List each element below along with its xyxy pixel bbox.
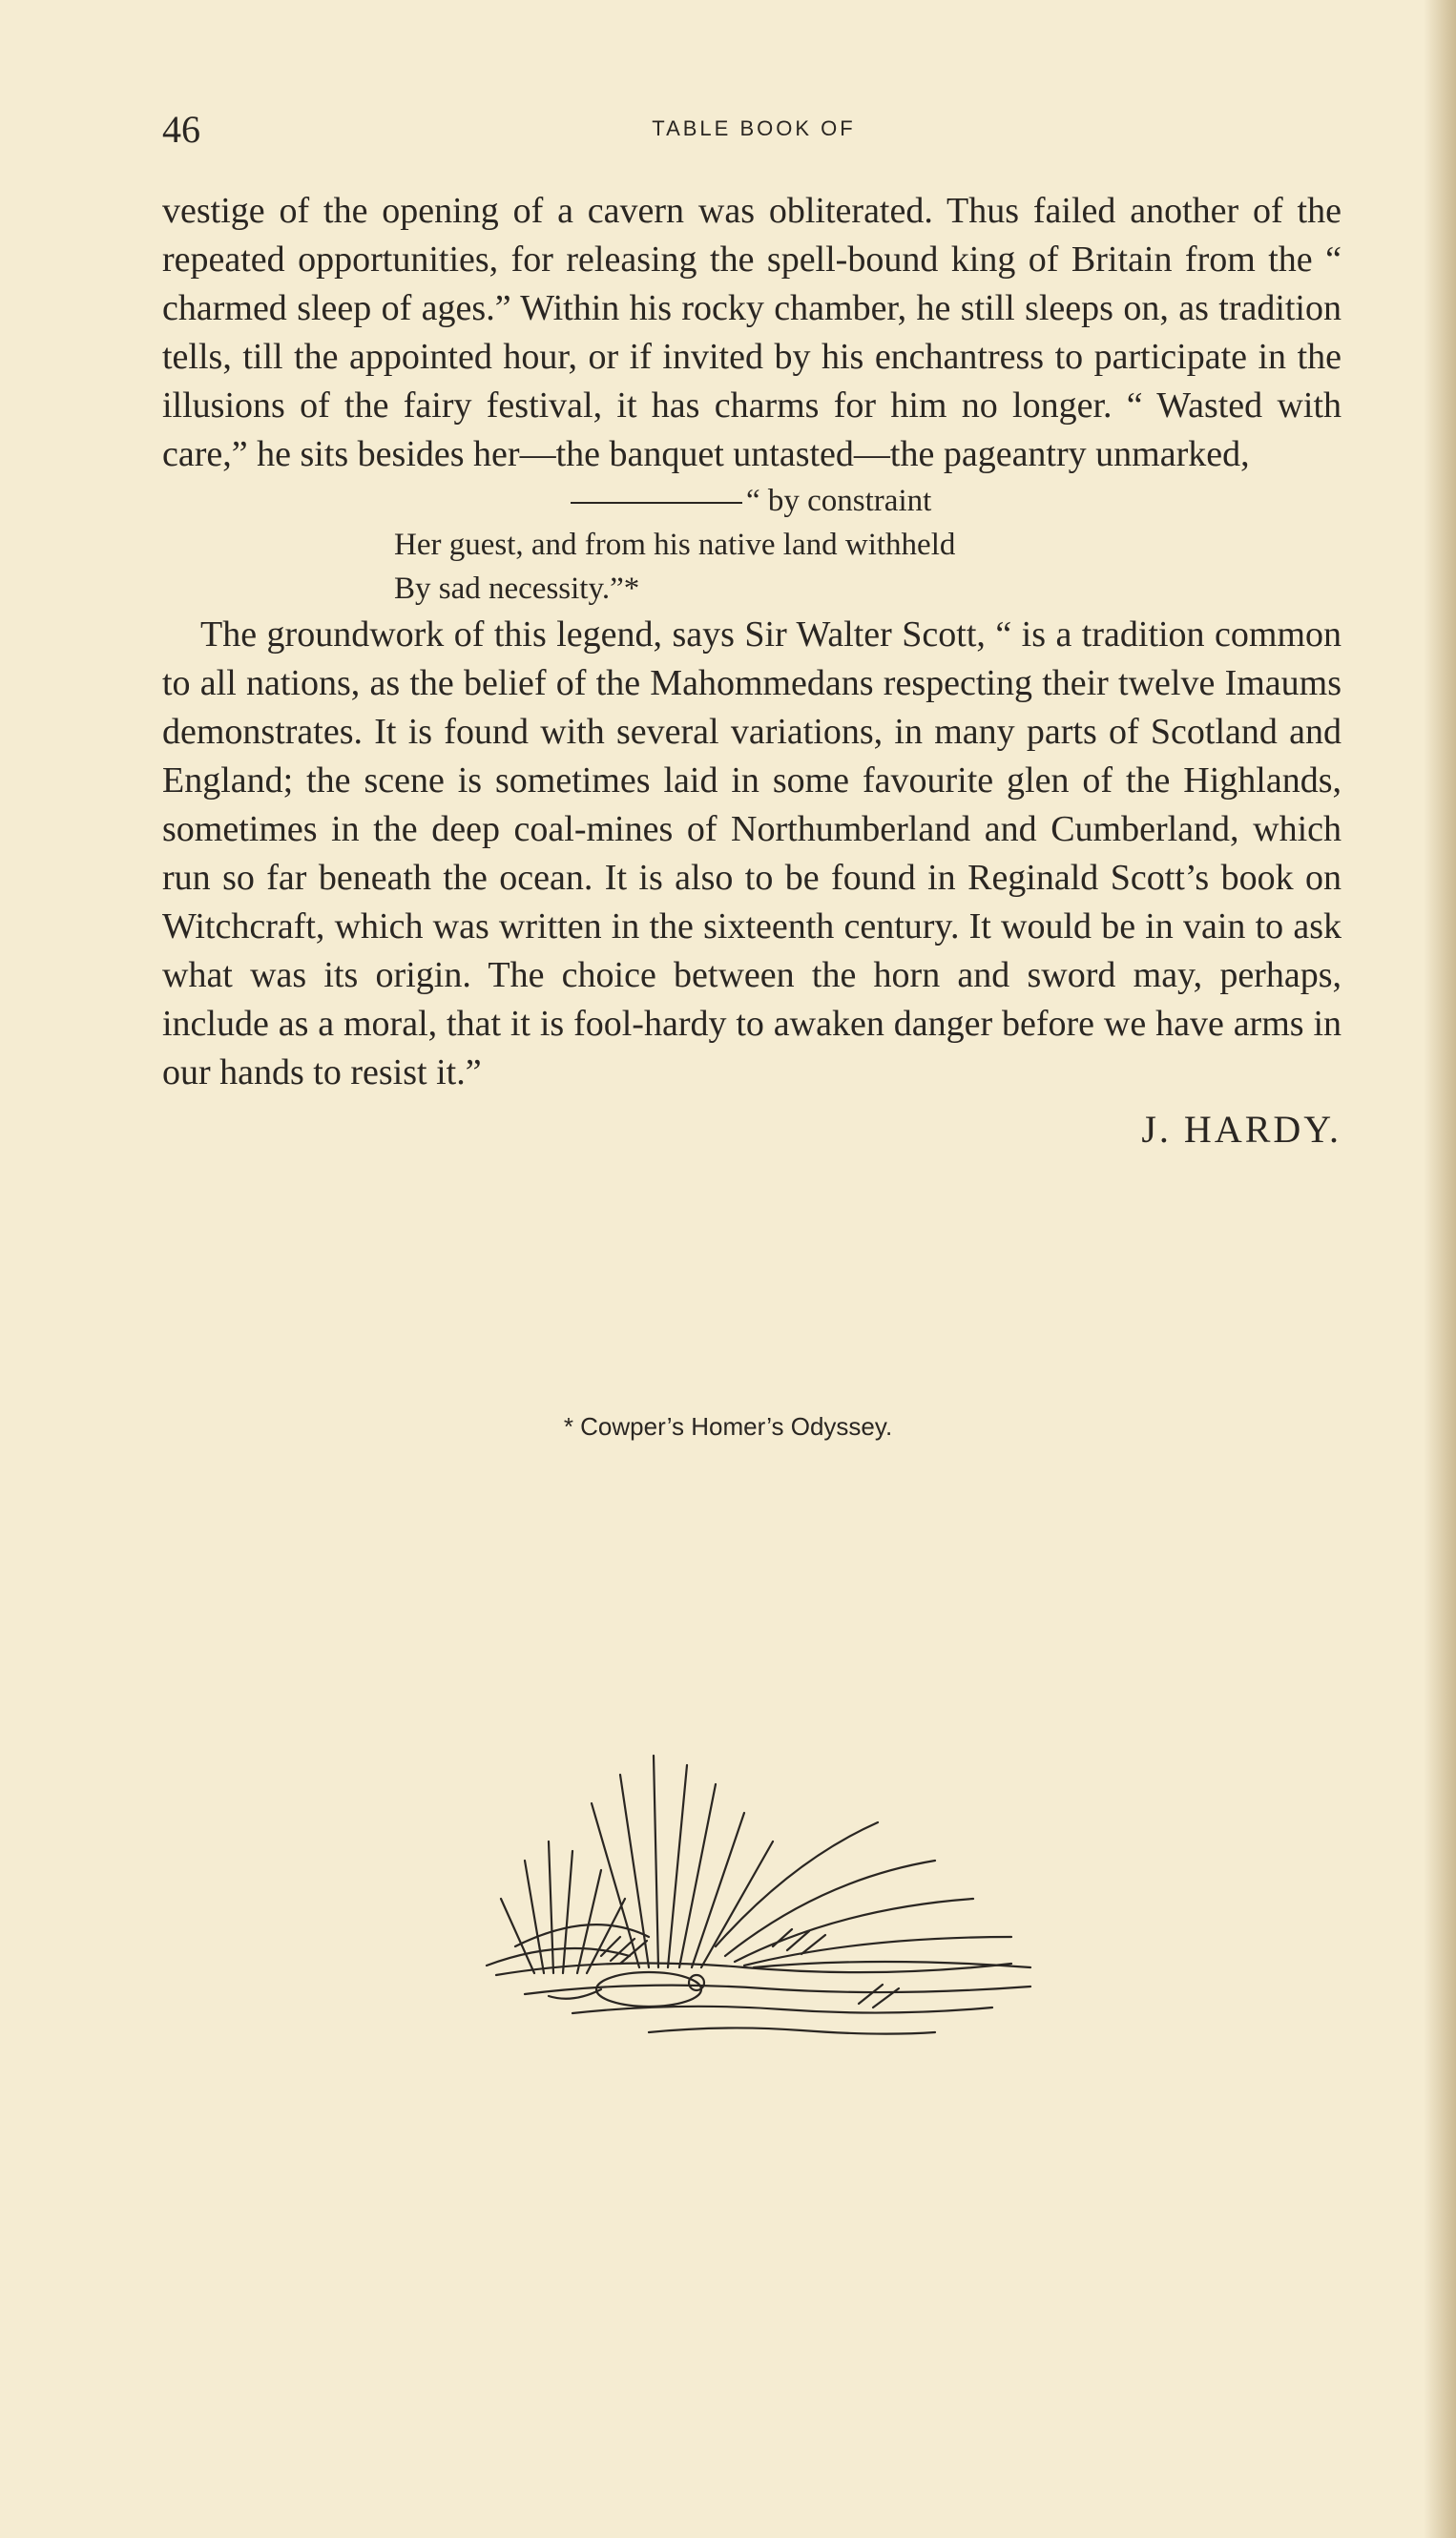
body-text (162, 187, 1342, 1154)
verse-quotation (162, 479, 1342, 611)
verse-line-1-text: “ by constraint (746, 484, 932, 518)
verse-line-3: By sad necessity.”* (394, 572, 640, 606)
page-edge-shadow (1424, 0, 1456, 2538)
dash-rule (571, 502, 742, 504)
page-number: 46 (162, 108, 200, 151)
author-signature: J. HARDY. (1141, 1108, 1342, 1151)
running-head: TABLE BOOK OF (652, 116, 856, 140)
paragraph-1: vestige of the opening of a cavern was obliterated. Thus failed another of the repeated opportunities, for releasing the spell-bound king of Britain from the “ charmed sleep of ages.” Within his rocky chamber, he still sleeps on, as tradition tells, till the appointed hour, or if invited by his enchantress to participate in the illusions of the fairy festival, it has charms for him no longer. “ Wasted with care,” he sits besides her—the banquet untasted—the pageantry unmarked, (162, 191, 1342, 474)
footnote: * Cowper’s Homer’s Odyssey. (563, 1412, 893, 1441)
paragraph-2: The groundwork of this legend, says Sir Walter Scott, “ is a tradition common to all nations, as the belief of the Mahommedans respecting their twelve Imaums demonstrates. It is found with several variations, in many parts of Scotland and England; the scene is sometimes laid in some favourite glen of the Highlands, sometimes in the deep coal-mines of Northumberland and Cumberland, which run so far beneath the ocean. It is also to be found in Reginald Scott’s book on Witchcraft, which was written in the sixteenth century. It would be in vain to ask what was its origin. The choice between the horn and sword may, perhaps, include as a moral, that it is fool-hardy to awaken danger before we have arms in our hands to resist it.” (162, 614, 1342, 1092)
verse-line-1 (394, 479, 1342, 523)
verse-line-2: Her guest, and from his native land withheld (394, 528, 956, 562)
page-header (162, 107, 1345, 164)
vignette-engraving-icon (458, 1717, 1050, 2061)
